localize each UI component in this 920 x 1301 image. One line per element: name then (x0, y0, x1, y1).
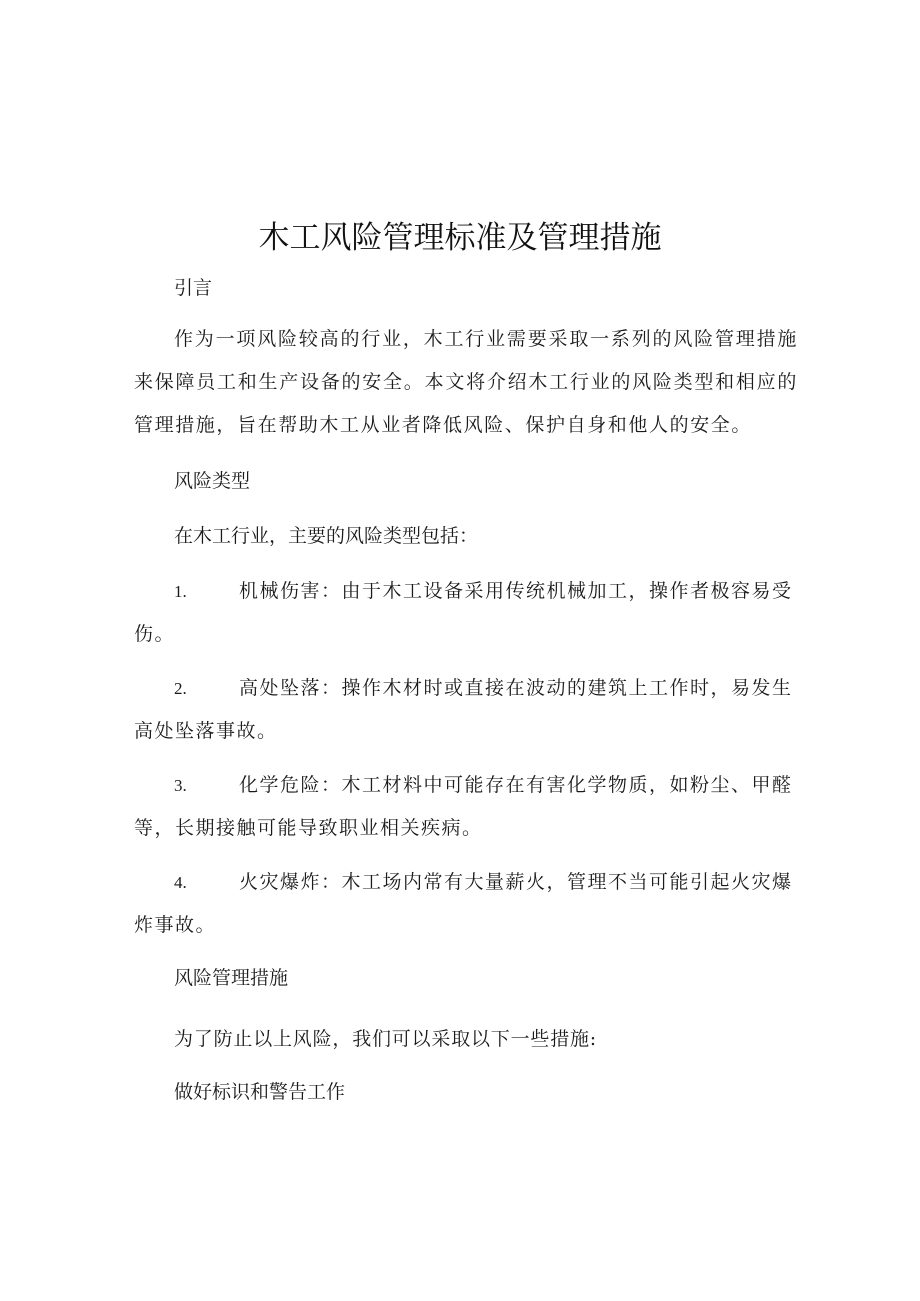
risk-item-continuation: 伤。 (134, 623, 176, 645)
risk-item-text: 火灾爆炸：木工场内常有大量薪火，管理不当可能引起火灾爆 (239, 871, 793, 893)
risk-item-number: 3. (174, 776, 187, 795)
risk-item-number: 2. (174, 679, 187, 698)
risk-item-text: 高处坠落：操作木材时或直接在波动的建筑上工作时，易发生 (239, 677, 793, 699)
risk-item-continuation: 炸事故。 (134, 914, 217, 936)
risk-item-text: 机械伤害：由于木工设备采用传统机械加工，操作者极容易受 (239, 580, 793, 602)
measures-heading: 风险管理措施 (174, 967, 289, 989)
intro-heading: 引言 (174, 277, 213, 299)
document-title: 木工风险管理标准及管理措施 (258, 220, 662, 256)
measure-item-heading: 做好标识和警告工作 (174, 1081, 346, 1103)
risk-item-text: 化学危险：木工材料中可能存在有害化学物质，如粉尘、甲醛 (239, 774, 793, 796)
risk-item-continuation: 等，长期接触可能导致职业相关疾病。 (134, 817, 483, 839)
risk-item-number: 1. (174, 582, 187, 601)
risk-item-continuation: 高处坠落事故。 (134, 720, 278, 742)
measures-lead: 为了防止以上风险，我们可以采取以下一些措施: (174, 1028, 598, 1050)
risk-item-number: 4. (174, 873, 187, 892)
risk-types-lead: 在木工行业，主要的风险类型包括： (174, 525, 479, 547)
intro-paragraph: 作为一项风险较高的行业，木工行业需要采取一系列的风险管理措施来保障员工和生产设备的安全。本文将介绍木工行业的风险类型和相应的管理措施，旨在帮助木工从业者降低风险、保护自身和他人的安全。 (134, 328, 798, 436)
risk-types-heading: 风险类型 (174, 470, 251, 492)
